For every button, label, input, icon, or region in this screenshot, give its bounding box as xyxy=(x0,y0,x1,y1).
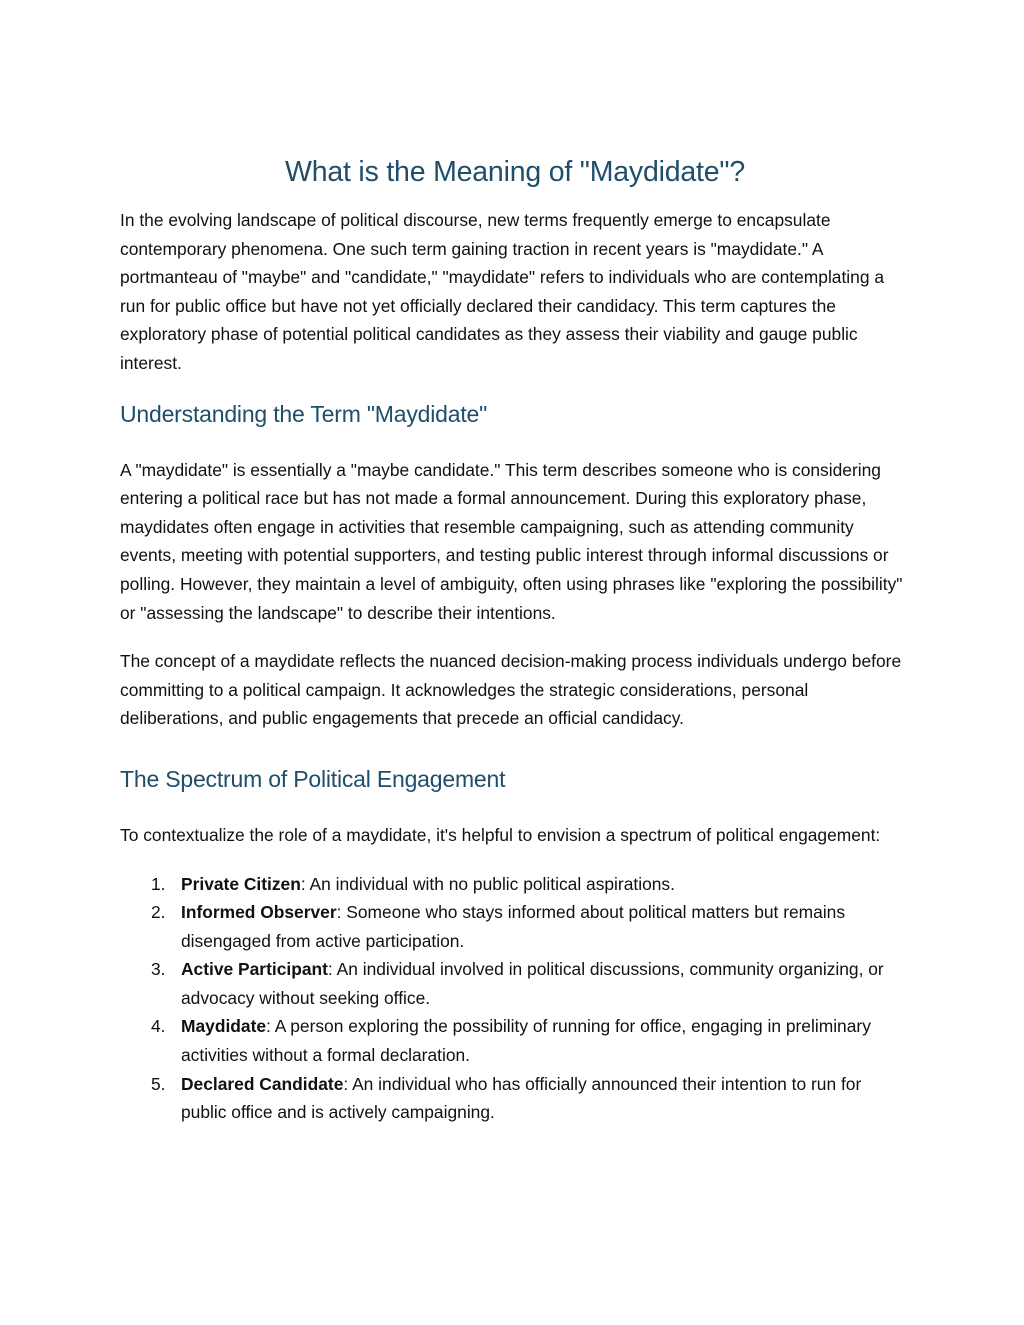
document-page xyxy=(120,152,910,1127)
list-item-number: 1. xyxy=(151,873,166,894)
list-item-term: Active Participant xyxy=(181,959,328,980)
section-heading-understanding: Understanding the Term "Maydidate" xyxy=(120,400,488,427)
list-item xyxy=(120,870,910,899)
page-title: What is the Meaning of "Maydidate"? xyxy=(285,156,745,188)
section-paragraph: A "maydidate" is essentially a "maybe candidate." This term describes someone who is considering entering a political race but has not made a formal announcement. During this exploratory phase, maydidates often engage in activities that resemble campaigning, such as attending community events, meeting with potential supporters, and testing public interest through informal discussions or polling. However, they maintain a level of ambiguity, often using phrases like "exploring the possibility" or "assessing the landscape" to describe their intentions. xyxy=(120,459,903,623)
intro-paragraph: In the evolving landscape of political discourse, new terms frequently emerge to encapsulate contemporary phenomena. One such term gaining traction in recent years is "maydidate." A portmanteau of "maybe" and "candidate," "maydidate" refers to individuals who are contemplating a run for public office but have not yet officially declared their candidacy. This term captures the exploratory phase of potential political candidates as they assess their viability and gauge public interest. xyxy=(120,210,885,373)
engagement-list xyxy=(120,870,910,1127)
list-item-number: 3. xyxy=(151,959,166,980)
section-paragraph: The concept of a maydidate reflects the nuanced decision-making process individuals undergo before committing to a political campaign. It acknowledges the strategic considerations, personal deliberations, and public engagements that precede an official candidacy. xyxy=(120,651,902,729)
list-item-term: Maydidate xyxy=(181,1016,267,1037)
list-item-number: 2. xyxy=(151,902,166,923)
list-item xyxy=(120,898,910,955)
list-item-term: Informed Observer xyxy=(181,902,337,923)
list-item-description: : An individual with no public political aspirations. xyxy=(300,873,675,894)
list-item xyxy=(120,1070,910,1127)
list-item-number: 4. xyxy=(151,1016,166,1037)
section-heading-spectrum: The Spectrum of Political Engagement xyxy=(120,765,506,792)
list-item-description: : A person exploring the possibility of running for office, engaging in preliminary activities without a formal declaration. xyxy=(181,1016,871,1066)
list-item-term: Declared Candidate xyxy=(181,1073,344,1094)
list-item-description: : Someone who stays informed about political matters but remains disengaged from active participation. xyxy=(181,902,846,951)
list-item-number: 5. xyxy=(151,1073,166,1094)
list-item xyxy=(120,1012,910,1069)
list-item-description: : An individual who has officially announced their intention to run for public office and is actively campaigning. xyxy=(181,1073,862,1123)
list-item xyxy=(120,955,910,1012)
list-item-description: : An individual involved in political discussions, community organizing, or advocacy without seeking office. xyxy=(181,959,884,1008)
section-paragraph: To contextualize the role of a maydidate, it's helpful to envision a spectrum of political engagement: xyxy=(120,824,881,845)
list-item-term: Private Citizen xyxy=(181,873,301,894)
